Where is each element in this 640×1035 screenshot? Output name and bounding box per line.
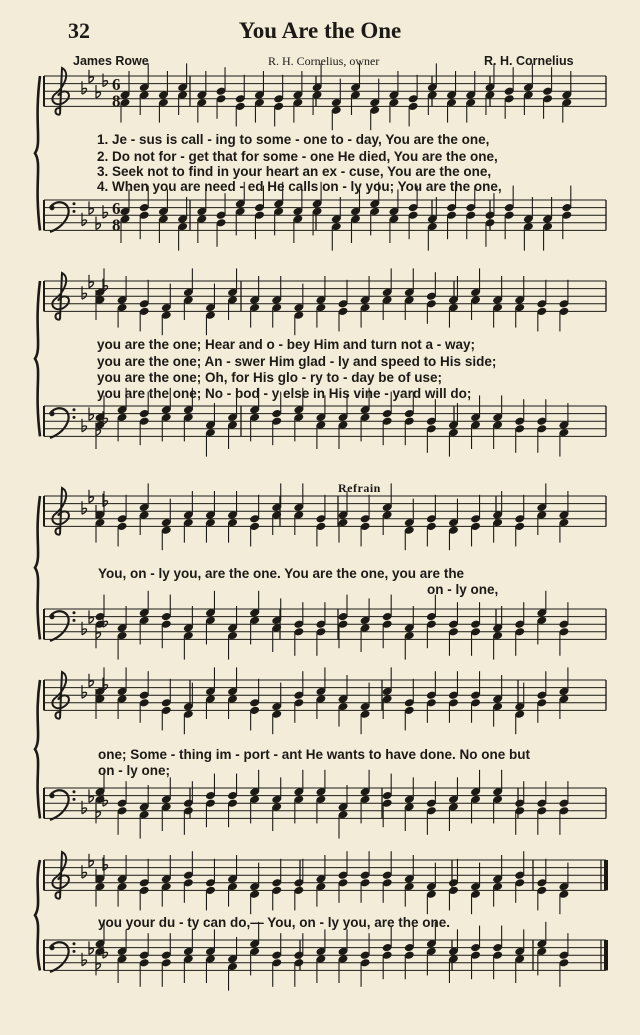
flat-sign [89, 681, 94, 687]
time-sig-bottom: 8 [112, 215, 121, 235]
refrain-line-1-lower: on - ly one, [427, 582, 499, 597]
verse-3-line-2: you are the one; Oh, for His glo - ry to - day be of use; [97, 370, 443, 385]
verse-1-line-1: 1. Je - sus is call - ing to some - one to - day, You are the one, [97, 132, 490, 147]
bass-clef-dot [73, 619, 76, 622]
flat-sign [96, 430, 101, 436]
flat-sign [89, 77, 94, 83]
refrain-line-2: one; Some - thing im - port - ant He wants to have done. No one but [98, 747, 530, 762]
flat-sign [96, 224, 101, 230]
flat-sign [96, 812, 101, 818]
bass-clef-dot [73, 416, 76, 419]
bass-clef-dot [49, 614, 54, 619]
verse-3-line-1: 3. Seek not to find in your heart an ex - cuse, You are the one, [97, 164, 492, 179]
bass-clef-dot [73, 798, 76, 801]
flat-sign [96, 92, 101, 98]
bass-clef-dot [73, 950, 76, 953]
system-brace [35, 281, 40, 436]
flat-sign [89, 796, 94, 802]
flat-sign [89, 414, 94, 420]
verse-1-line-2: you are the one; Hear and o - bey Him and turn not a - way; [97, 337, 476, 352]
flat-sign [89, 497, 94, 503]
bass-clef-dot [49, 411, 54, 416]
bass-clef-dot [49, 793, 54, 798]
system-brace [35, 496, 40, 639]
owner-credit: R. H. Cornelius, owner [268, 54, 380, 68]
refrain-line-3: you your du - ty can do,— You, on - ly you, are the one. [98, 915, 451, 930]
bass-clef-dot [73, 210, 76, 213]
verse-2-line-2: you are the one; An - swer Him glad - ly and speed to His side; [97, 354, 497, 369]
flat-sign [89, 617, 94, 623]
bass-clef-dot [73, 942, 76, 945]
time-sig-bottom: 8 [112, 91, 121, 111]
flat-sign [89, 282, 94, 288]
verse-4-line-2: you are the one; No - bod - y else in His vine - yard will do; [97, 386, 472, 401]
refrain-line-1: You, on - ly you, are the one. You are the one, you are the [98, 566, 465, 581]
refrain-label: Refrain [338, 481, 381, 495]
flat-sign [96, 633, 101, 639]
page-number: 32 [68, 18, 90, 43]
bass-clef-dot [73, 408, 76, 411]
flat-sign [89, 861, 94, 867]
flat-sign [96, 964, 101, 970]
system-brace [35, 76, 40, 230]
system-brace [35, 680, 40, 818]
bass-clef-dot [49, 945, 54, 950]
verse-4-line-1: 4. When you are need - ed He calls on - ly you; You are the one, [97, 179, 502, 194]
refrain-line-2-lower: on - ly one; [98, 763, 170, 778]
lyricist-credit: James Rowe [73, 54, 149, 68]
system-brace [35, 860, 40, 970]
flat-sign [89, 208, 94, 214]
hymn-title: You Are the One [238, 18, 402, 43]
time-sig-top: 6 [112, 199, 121, 219]
time-sig-top: 6 [112, 75, 121, 95]
composer-credit: R. H. Cornelius [484, 54, 574, 68]
bass-clef-dot [73, 202, 76, 205]
flat-sign [89, 948, 94, 954]
bass-clef-dot [49, 205, 54, 210]
bass-clef-dot [73, 611, 76, 614]
verse-2-line-1: 2. Do not for - get that for some - one He died, You are the one, [97, 149, 498, 164]
bass-clef-dot [73, 790, 76, 793]
